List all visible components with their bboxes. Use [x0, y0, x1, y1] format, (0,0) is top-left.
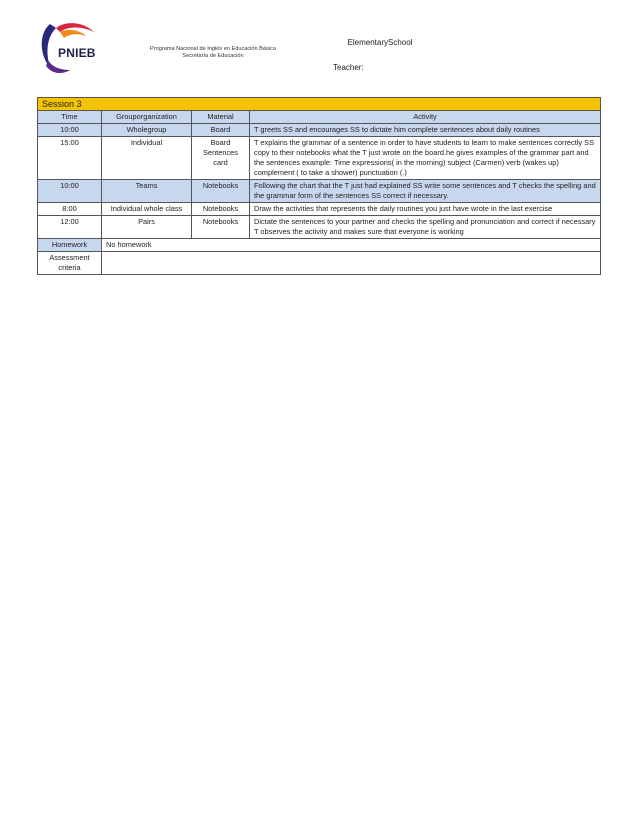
- table-row: [38, 203, 601, 216]
- col-header-time: Time: [38, 111, 102, 124]
- table-row: [38, 137, 601, 180]
- teacher-label: Teacher:: [333, 63, 364, 72]
- table-row: [38, 180, 601, 203]
- session-title-row: [38, 98, 601, 111]
- table-row: [38, 216, 601, 239]
- cell-group: Individual whole class: [102, 203, 192, 216]
- cell-material: Notebooks: [192, 216, 250, 239]
- program-name: [128, 46, 298, 60]
- assessment-row: [38, 252, 601, 275]
- homework-row: [38, 239, 601, 252]
- cell-activity: Draw the activities that represents the daily routines you just have wrote in the last exercise: [250, 203, 601, 216]
- page-header: [0, 0, 638, 95]
- homework-label: Homework: [38, 239, 102, 252]
- cell-time: 10:00: [38, 180, 102, 203]
- assessment-value: [102, 252, 601, 275]
- cell-material: Board Sentences card: [192, 137, 250, 180]
- homework-value: No homework: [102, 239, 601, 252]
- cell-group: Individual: [102, 137, 192, 180]
- table-row: [38, 124, 601, 137]
- cell-time: 12:00: [38, 216, 102, 239]
- session-title: Session 3: [38, 98, 601, 111]
- cell-time: 15:00: [38, 137, 102, 180]
- cell-activity: Following the chart that the T just had explained SS write some sentences and T checks the spelling and the grammar form of the sentences SS correct if necessary.: [250, 180, 601, 203]
- cell-time: 8:00: [38, 203, 102, 216]
- assessment-label: Assessment criteria: [38, 252, 102, 275]
- col-header-group: Grouporganization: [102, 111, 192, 124]
- cell-activity: T explains the grammar of a sentence in order to have students to learn to make sentences correctly SS copy to their notebooks what the T just wrote on the board.he gives examples of the grammar part and the sentences example: Time expressions( in the morning) subject (Carmen) verb (wakes up) complement ( to take a shower) punctuation (.): [250, 137, 601, 180]
- cell-group: Wholegroup: [102, 124, 192, 137]
- col-header-material: Material: [192, 111, 250, 124]
- cell-group: Pairs: [102, 216, 192, 239]
- cell-material: Notebooks: [192, 180, 250, 203]
- session-table: [37, 97, 601, 275]
- program-line-1: Programa Nacional de Inglés en Educación Básica: [150, 46, 276, 52]
- cell-group: Teams: [102, 180, 192, 203]
- column-header-row: [38, 111, 601, 124]
- pnieb-logo: [36, 18, 100, 76]
- cell-material: Notebooks: [192, 203, 250, 216]
- cell-activity: T greets SS and encourages SS to dictate him complete sentences about daily routines: [250, 124, 601, 137]
- cell-activity: Dictate the sentences to your partner and checks the spelling and pronunciation and correct if necessary T observes the activity and makes sure that everyone is working: [250, 216, 601, 239]
- logo-text: PNIEB: [58, 46, 96, 60]
- cell-time: 10:00: [38, 124, 102, 137]
- col-header-activity: Activity: [250, 111, 601, 124]
- cell-material: Board: [192, 124, 250, 137]
- program-line-2: Secretaría de Educación: [182, 53, 244, 59]
- school-label: ElementarySchool: [347, 38, 413, 47]
